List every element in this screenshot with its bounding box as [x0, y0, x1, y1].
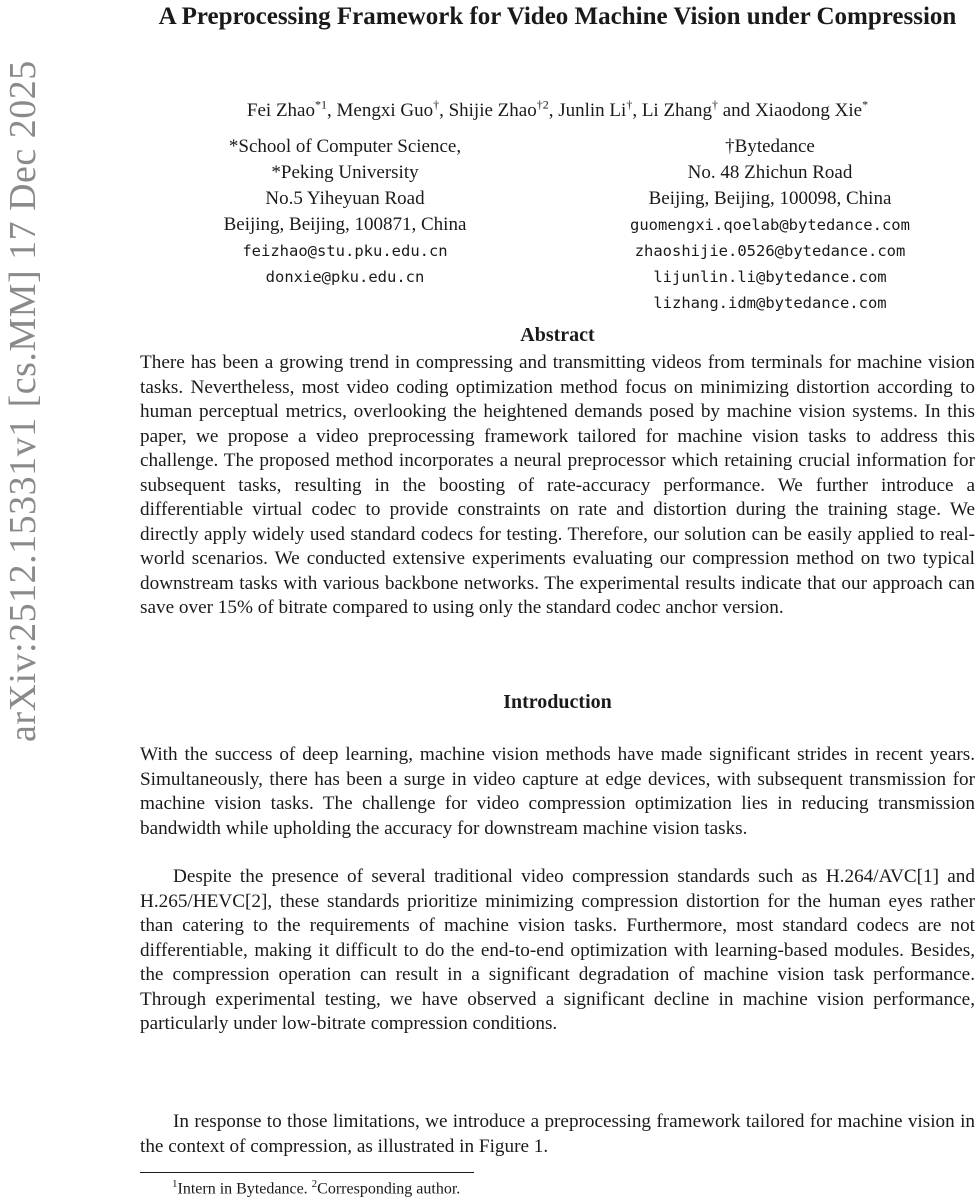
affiliation-line: Beijing, Beijing, 100871, China [223, 214, 467, 235]
affiliation-line: †Bytedance [725, 136, 815, 157]
footnote: $^1$Intern in Bytedance. $^2$Corresponding author. [172, 1178, 461, 1198]
affiliation-line: Beijing, Beijing, 100098, China [648, 188, 892, 209]
affiliation-line: No.5 Yiheyuan Road [265, 188, 425, 209]
intro-paragraph-2: Despite the presence of several traditional video compression standards such as H.264/AVC[1] and H.265/HEVC[2], these standards prioritize minimizing compression distortion for the human eyes rather than catering to the requirements of machine vision tasks. Furthermore, most standard codecs are not differentiable, making it difficult to do the end-to-end optimization with learning-based modules. Besides, the compression operation can result in a significant degradation of machine vision task performance. Through experimental testing, we have observed a significant decline in machine vision performance, particularly under low-bitrate compression conditions. [140, 866, 975, 1034]
intro-paragraph-1: With the success of deep learning, machine vision methods have made significant strides in recent years. Simultaneously, there has been a surge in video capture at edge devices, with subsequent transmission for machine vision tasks. The challenge for video compression optimization lies in reducing transmission bandwidth while upholding the accuracy for downstream machine vision tasks. [140, 744, 975, 839]
author-list [140, 93, 975, 123]
affiliation-line: No. 48 Zhichun Road [687, 162, 853, 183]
email-link[interactable]: donxie@pku.edu.cn [265, 268, 425, 286]
affiliation-line: *School of Computer Science, [228, 136, 462, 157]
intro-paragraph-3: In response to those limitations, we introduce a preprocessing framework tailored for machine vision in the context of compression, as illustrated in Figure 1. [140, 1111, 975, 1157]
email-link[interactable]: feizhao@stu.pku.edu.cn [242, 242, 448, 260]
author: Fei Zhao$^{*1}$, [246, 98, 337, 122]
affiliation-line: *Peking University [271, 162, 419, 183]
affiliation-bytedance [580, 134, 960, 316]
author: Mengxi Guo†, [336, 98, 449, 122]
author: Shijie Zhao$^{\dagger 2}$, [448, 98, 559, 122]
footnote-divider [140, 1172, 474, 1173]
email-link[interactable]: zhaoshijie.0526@bytedance.com [634, 242, 906, 260]
author: Junlin Li†, [558, 98, 642, 122]
introduction-heading: Introduction [503, 691, 612, 713]
abstract-text: There has been a growing trend in compressing and transmitting videos from terminals for machine vision tasks. Nevertheless, most video coding optimization method focus on minimizing distortion according to human perceptual metrics, overlooking the heightened demands posed by machine vision systems. In this paper, we propose a video preprocessing framework tailored for machine vision tasks to address this challenge. The proposed method incorporates a neural preprocessor which retaining crucial information for subsequent tasks, resulting in the boosting of rate-accuracy performance. We further introduce a differentiable virtual codec to provide constraints on rate and distortion during the training stage. We directly apply widely used standard codecs for testing. Therefore, our solution can be easily applied to real-world scenarios. We conducted extensive experiments evaluating our compression method on two typical downstream tasks with various backbone networks. The experimental results indicate that our approach can save over 15% of bitrate compared to using only the standard codec anchor version. [140, 352, 975, 618]
email-link[interactable]: lijunlin.li@bytedance.com [653, 268, 887, 286]
arxiv-stamp: arXiv:2512.15331v1 [cs.MM] 17 Dec 2025 [2, 60, 44, 742]
abstract-heading: Abstract [520, 324, 595, 346]
email-link[interactable]: guomengxi.qoelab@bytedance.com [630, 216, 910, 234]
affiliation-pku [155, 134, 535, 290]
paper-title: A Preprocessing Framework for Video Machine Vision under Compression [158, 3, 957, 30]
email-link[interactable]: lizhang.idm@bytedance.com [653, 294, 887, 312]
author: Li Zhang† and [641, 98, 755, 122]
author: Xiaodong Xie* [754, 98, 869, 122]
